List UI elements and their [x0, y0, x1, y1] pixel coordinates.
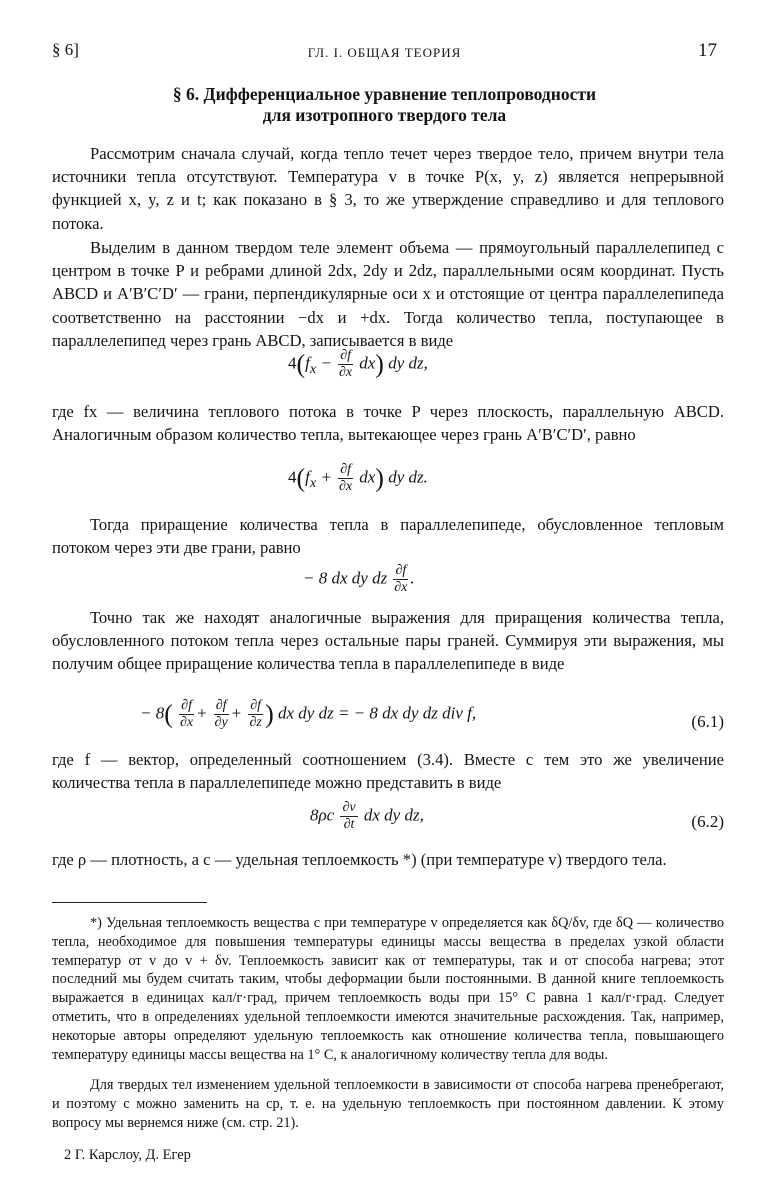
fraction-dfx-dx: $\frac{\partial f}{\partial x}$: [339, 348, 353, 380]
paragraph-5: Точно так же находят аналогичные выражения для приращения количества тепла, обусловленного потоком тепла через остальные пары граней. Суммируя эти выражения, мы получим общее приращение количества тепла в параллелепипеде в виде: [52, 608, 724, 674]
footnote-2: Для твердых тел изменением удельной теплоемкости в зависимости от способа нагрева пренебрегают, и поэтому c можно заменить на cp, т. е. на удельную теплоемкость при постоянном давлении. К этому вопросу мы вернемся ниже (см. стр. 21).: [52, 1077, 724, 1131]
section-title-line-1: § 6. Дифференциальное уравнение теплопроводности: [172, 84, 597, 104]
footnote-rule: [52, 902, 207, 903]
fraction-dfx: $\frac{\partial f}{\partial x}$: [179, 698, 194, 730]
page-number: 17: [698, 40, 717, 61]
running-head-chapter: ГЛ. I. ОБЩАЯ ТЕОРИЯ: [307, 45, 462, 60]
paragraph-2: Выделим в данном твердом теле элемент объема — прямоугольный параллелепипед с центром в точке P и ребрами длиной 2dx, 2dy и 2dz, параллельными осям координат. Пусть ABCD и A′B′C′D′ — грани, перпендикулярные оси x и отстоящие от центра параллелепипеда соответственно на расстоянии −dx и +dx. Тогда количество тепла, поступающее в параллелепипед через грань ABCD, записывается в виде: [52, 238, 724, 350]
fraction-dfx-dx-2: $\frac{\partial f}{\partial x}$: [339, 462, 353, 494]
footnote-1: *) Удельная теплоемкость вещества c при температуре v определяется как δQ/δv, где δQ — количество тепла, необходимое для повышения температуры единицы массы вещества в пределах узкой области температур от v до v + δv. Теплоемкость зависит как от температуры, так и от способа нагрева; этот последний мы будем считать таким, чтобы деформации были постоянными. В данной книге теплоемкость выражается в единицах кал/г·град, причем теплоемкость воды при 15° С равна 1 кал/г·град. Следует отметить, что в определениях удельной теплоемкости имеются значительные расхождения. Так, например, некоторые авторы определяют удельную теплоемкость как отношение количества тепла, повышающего температуру единицы массы вещества на 1° С, к аналогичному количеству тепла для воды.: [52, 915, 724, 1063]
fraction-dv-dt: $\frac{\partial v}{\partial t}$: [342, 800, 356, 832]
paragraph-7: где ρ — плотность, а c — удельная теплоемкость *) (при температуре v) твердого тела.: [52, 850, 667, 869]
formula-6-2: 8ρc $\frac{\partial v}{\partial t}$ dx dy dz,: [310, 800, 424, 832]
paragraph-1: Рассмотрим сначала случай, когда тепло течет через твердое тело, причем внутри тела источники тепла отсутствуют. Температура v в точке P(x, y, z) является непрерывной функцией x, y, z и t; как показано в § 3, то же утверждение справедливо и для теплового потока.: [52, 144, 724, 233]
formula-inflow: $4(f_x$ − $\frac{\partial f}{\partial x}$ dx) dy dz,: [288, 348, 428, 380]
paragraph-6: где f — вектор, определенный соотношением (3.4). Вместе с тем это же увеличение количества тепла в параллелепипеде можно представить в виде: [52, 750, 724, 793]
fraction-dfy: $\frac{\partial f}{\partial y}$: [214, 698, 228, 730]
paragraph-3: где fx — величина теплового потока в точке P через плоскость, параллельную ABCD. Аналогичным образом количество тепла, вытекающее через грань A′B′C′D′, равно: [52, 402, 724, 445]
formula-outflow: $4(f_x$ + $\frac{\partial f}{\partial x}$ dx) dy dz.: [288, 462, 428, 494]
equation-number-6-2: (6.2): [691, 812, 724, 831]
running-head-section: § 6]: [52, 40, 79, 59]
signature-footer: 2 Г. Карслоу, Д. Егер: [64, 1147, 191, 1163]
section-title-line-2: для изотропного твердого тела: [262, 105, 507, 125]
fraction-dfz: $\frac{\partial f}{\partial z}$: [249, 698, 262, 730]
paragraph-4: Тогда приращение количества тепла в параллелепипеде, обусловленное тепловым потоком через эти две грани, равно: [52, 515, 724, 558]
formula-net-x: − 8 dx dy dz $\frac{\partial f}{\partial x}$ .: [303, 563, 415, 595]
section-title: [52, 84, 717, 126]
formula-6-1: − 8( $\frac{\partial f}{\partial x}$ + $\frac{\partial f}{\partial y}$ + $\frac{\partial f}{\partial z}$ ) dx dy dz = − 8 dx dy dz div f,: [140, 698, 477, 730]
fraction-dfx-dx-3: $\frac{\partial f}{\partial x}$: [394, 563, 408, 595]
equation-number-6-1: (6.1): [691, 712, 724, 731]
